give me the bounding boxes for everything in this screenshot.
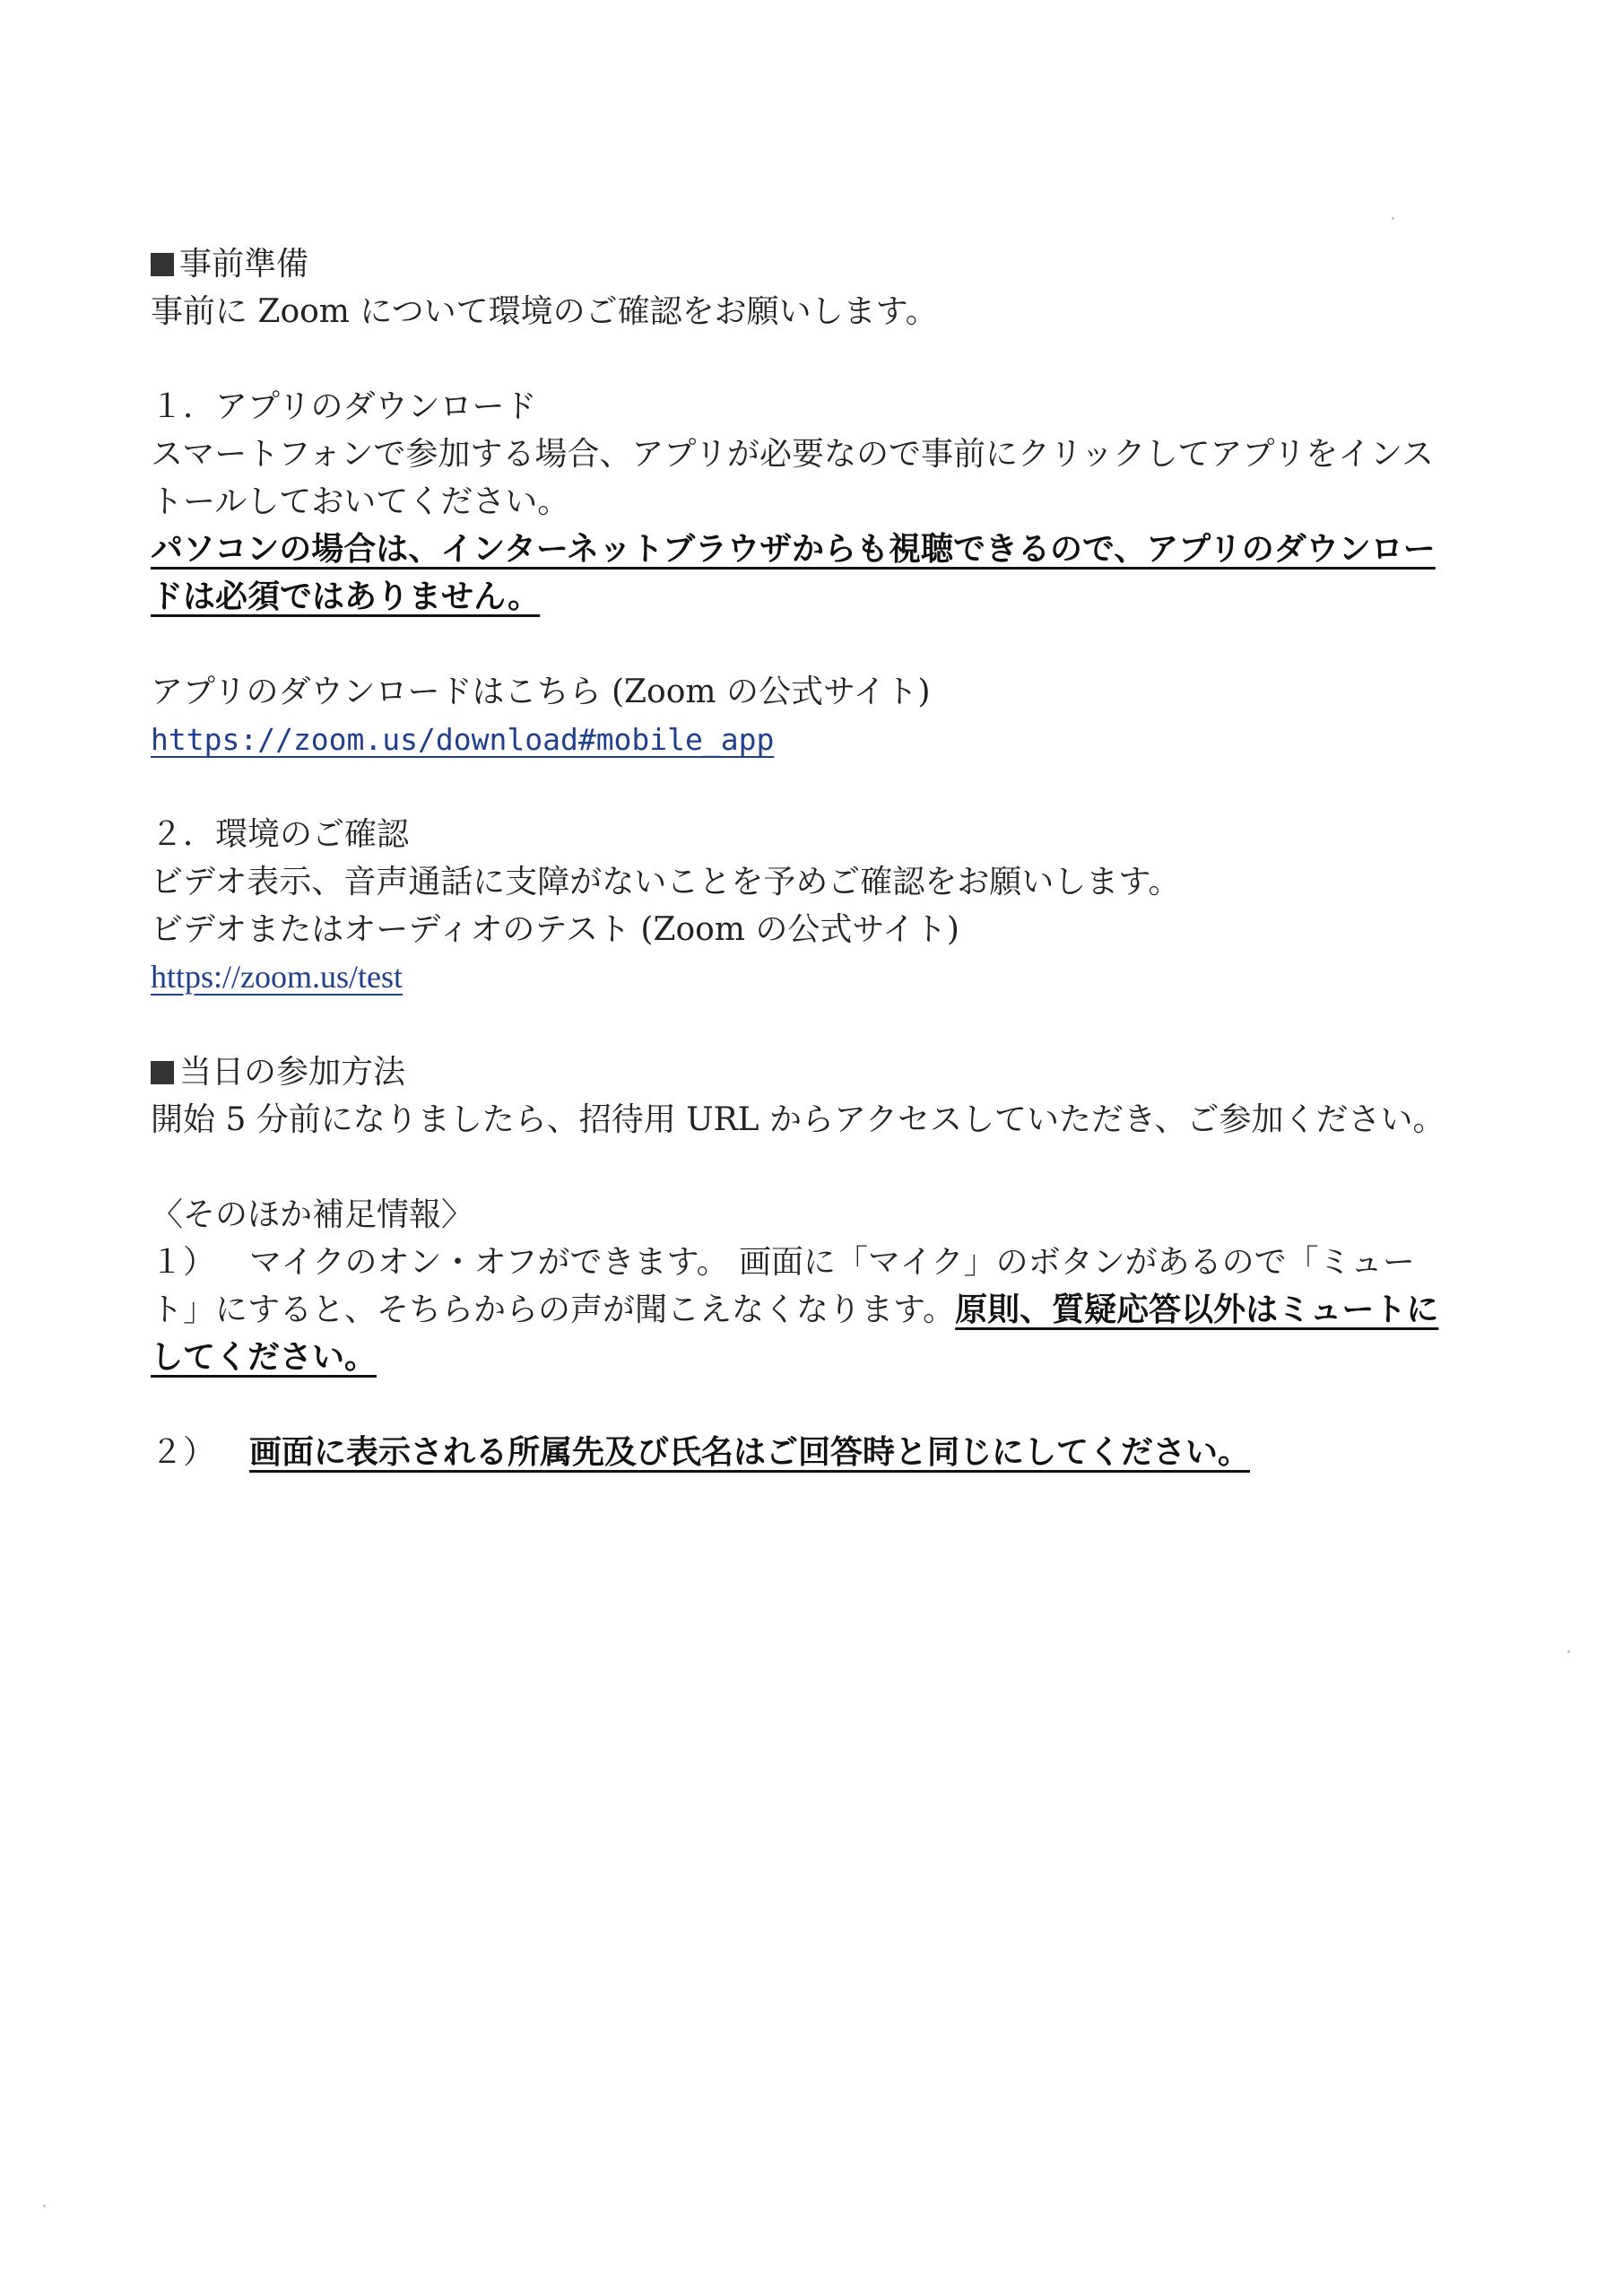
scan-speck <box>43 2205 46 2207</box>
scan-speck <box>1567 1650 1570 1653</box>
scan-speck <box>1392 217 1394 220</box>
test-link[interactable]: https://zoom.us/test <box>151 959 404 995</box>
download-link[interactable]: https://zoom.us/download#mobile_app <box>151 722 775 757</box>
spacer <box>151 1144 1469 1191</box>
pc-note-bold: ドは必須ではありません。 <box>151 578 541 615</box>
download-link-line <box>151 716 1469 763</box>
note-1-line <box>151 1239 1469 1286</box>
black-square-icon <box>151 253 174 276</box>
download-link-label: アプリのダウンロードはこちら (Zoom の公式サイト) <box>151 674 931 710</box>
note-1-bold: 原則、質疑応答以外はミュートに <box>955 1291 1439 1328</box>
pc-note-line <box>151 526 1469 573</box>
item-title-app-download: １．アプリのダウンロード <box>151 388 537 425</box>
preparation-intro: 事前に Zoom について環境のご確認をお願いします。 <box>151 293 938 330</box>
spacer <box>151 621 1469 668</box>
item-title-environment-check: ２．環境のご確認 <box>151 816 410 853</box>
app-download-text-line: トールしておいてください。 <box>151 483 570 520</box>
note-2-bold: 画面に表示される所属先及び氏名はご回答時と同じにしてください。 <box>249 1433 1251 1471</box>
participation-intro: 開始 5 分前になりましたら、招待用 URL からアクセスしていただき、ご参加ください。 <box>151 1101 1445 1138</box>
test-link-line <box>151 953 1469 1001</box>
section-heading-text: 事前準備 <box>179 246 309 283</box>
section-heading-participation <box>151 1048 1469 1096</box>
section-heading-preparation <box>151 240 1469 288</box>
note-1-number: １） <box>151 1244 216 1281</box>
note-1-line <box>151 1334 1469 1381</box>
pc-note-bold: パソコンの場合は、インターネットブラウザからも視聴できるので、アプリのダウンロー <box>151 530 1436 568</box>
section-heading-text: 当日の参加方法 <box>179 1054 406 1091</box>
document-body <box>151 240 1469 1476</box>
note-1-line <box>151 1286 1469 1334</box>
note-2-line <box>151 1429 1469 1476</box>
test-link-label: ビデオまたはオーディオのテスト (Zoom の公式サイト) <box>151 911 959 948</box>
black-square-icon <box>151 1061 174 1084</box>
note-1-text: ト」にすると、そちらからの声が聞こえなくなります。 <box>151 1292 956 1328</box>
spacer <box>151 1381 1469 1429</box>
note-2-number: ２） <box>151 1434 216 1471</box>
pc-note-line <box>151 573 1469 621</box>
note-1-text: マイクのオン・オフができます。 画面に「マイク」のボタンがあるので「ミュー <box>249 1244 1415 1281</box>
app-download-text-line: スマートフォンで参加する場合、アプリが必要なので事前にクリックしてアプリをインス <box>151 436 1435 473</box>
spacer <box>151 1001 1469 1048</box>
notes-title: 〈そのほか補足情報〉 <box>151 1196 474 1233</box>
spacer <box>151 763 1469 811</box>
note-1-bold: してください。 <box>151 1338 378 1376</box>
environment-check-text: ビデオ表示、音声通話に支障がないことを予めご確認をお願いします。 <box>151 864 1181 900</box>
spacer <box>151 335 1469 383</box>
